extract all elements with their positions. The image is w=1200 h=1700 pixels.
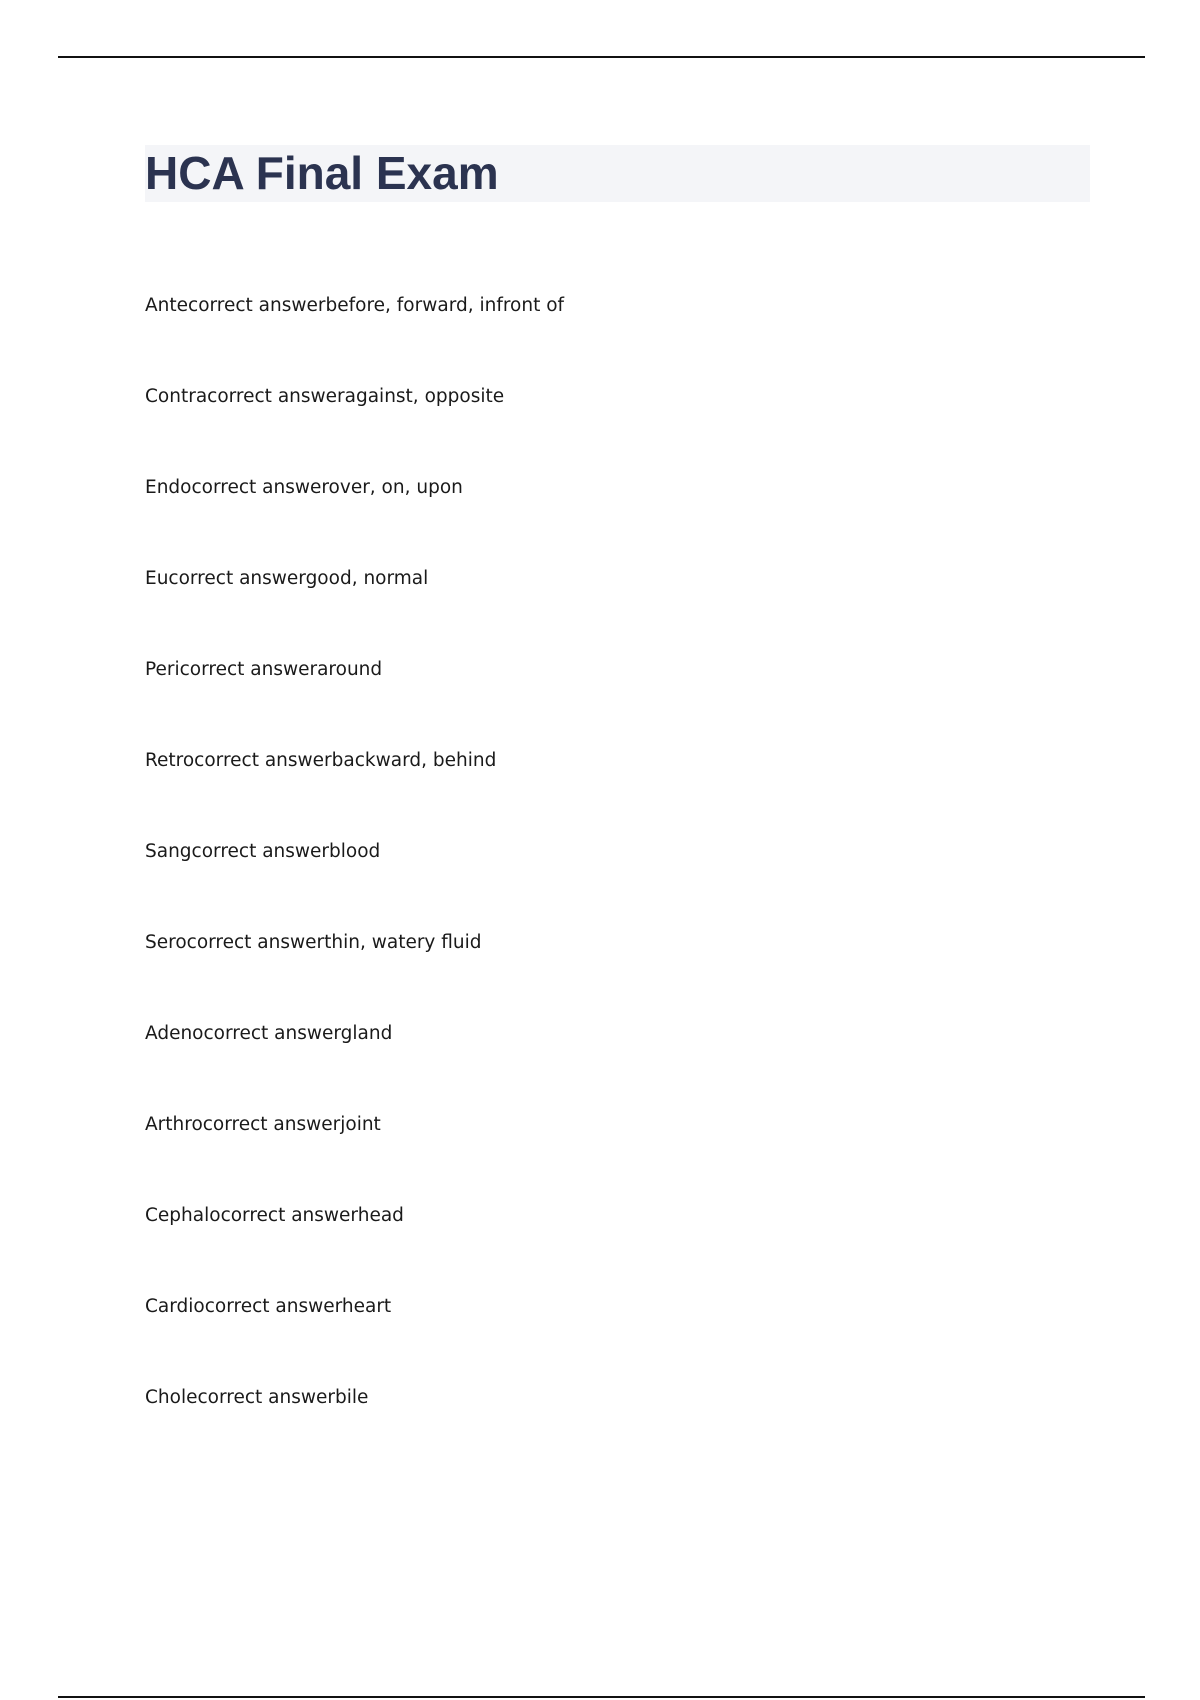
- list-item: Retrocorrect answerbackward, behind: [145, 750, 497, 771]
- list-item: Cardiocorrect answerheart: [145, 1296, 392, 1317]
- entry-list: [145, 287, 1090, 1470]
- list-item: Adenocorrect answergland: [145, 1023, 393, 1044]
- header-rule: [58, 56, 1145, 58]
- list-item: Arthrocorrect answerjoint: [145, 1114, 381, 1135]
- list-item: Antecorrect answerbefore, forward, infront of: [145, 295, 565, 316]
- title-band: [145, 145, 1090, 202]
- list-item: Cephalocorrect answerhead: [145, 1205, 404, 1226]
- list-item: Endocorrect answerover, on, upon: [145, 477, 463, 498]
- list-item: Serocorrect answerthin, watery fluid: [145, 932, 482, 953]
- document-title: HCA Final Exam: [145, 147, 499, 199]
- list-item: Sangcorrect answerblood: [145, 841, 381, 862]
- list-item: Cholecorrect answerbile: [145, 1387, 369, 1408]
- list-item: Pericorrect answeraround: [145, 659, 383, 680]
- list-item: Contracorrect answeragainst, opposite: [145, 386, 505, 407]
- list-item: Eucorrect answergood, normal: [145, 568, 429, 589]
- footer-rule: [58, 1696, 1145, 1698]
